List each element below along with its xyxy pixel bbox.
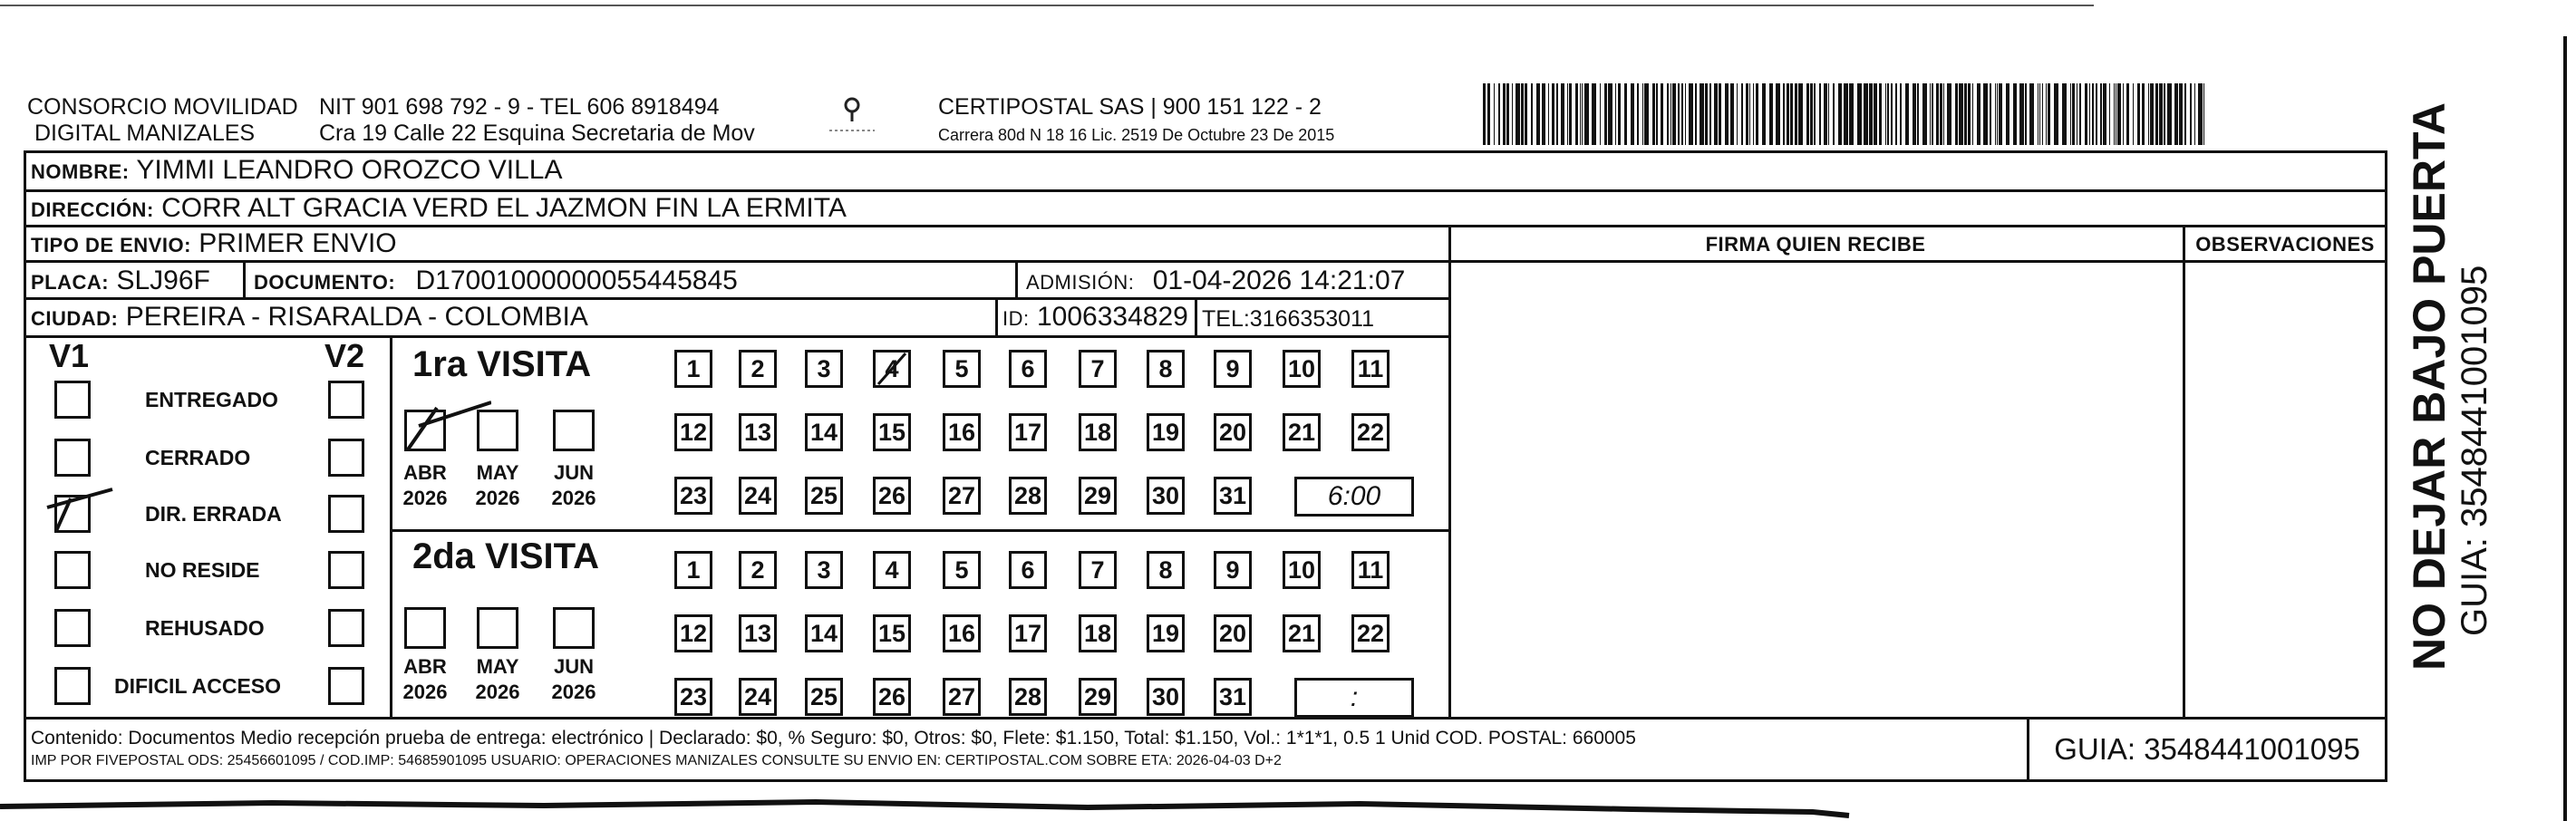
side-warning: NO DEJAR BAJO PUERTA: [2404, 102, 2455, 671]
day-checkbox[interactable]: 21: [1283, 614, 1321, 652]
check-mark-icon: [873, 350, 911, 388]
courier-info: [938, 94, 1334, 149]
month-name: ABR: [403, 655, 447, 678]
status-v2-checkbox[interactable]: [328, 551, 364, 589]
status-v1-checkbox[interactable]: [54, 609, 91, 647]
day-checkbox[interactable]: 26: [873, 678, 911, 716]
month-name: MAY: [476, 461, 519, 484]
ciudad-value: PEREIRA - RISARALDA - COLOMBIA: [125, 302, 588, 332]
footer-line2: IMP POR FIVEPOSTAL ODS: 25456601095 / COD.IMP: 54685901095 USUARIO: OPERACIONES MANIZALES CONSULTE SU ENVIO EN: CERTIPOSTAL.COM SOBRE ETA: 2026-04-03 D+2: [31, 753, 1282, 768]
side-guia: GUIA: 3548441001095: [2455, 265, 2494, 636]
observaciones-header: OBSERVACIONES: [2195, 233, 2375, 256]
day-checkbox[interactable]: 16: [943, 614, 981, 652]
day-checkbox[interactable]: 9: [1214, 350, 1252, 388]
footer-guia: GUIA: 3548441001095: [2054, 732, 2360, 766]
tipo-label: TIPO DE ENVIO:: [31, 234, 191, 256]
status-label: DIFICIL ACCESO: [114, 674, 282, 698]
visit-divider: [390, 529, 1450, 532]
status-label: CERRADO: [145, 446, 251, 469]
tipo-row: [31, 227, 397, 262]
month-year: 2026: [551, 681, 596, 703]
status-v1-checkbox[interactable]: [54, 667, 91, 705]
status-label: NO RESIDE: [145, 558, 260, 582]
status-v1-checkbox[interactable]: [54, 551, 91, 589]
day-checkbox[interactable]: 1: [674, 551, 712, 589]
day-checkbox[interactable]: 3: [805, 350, 843, 388]
day-checkbox[interactable]: 23: [674, 477, 712, 515]
nit-line: NIT 901 698 792 - 9 - TEL 606 8918494: [319, 94, 720, 120]
side-text: [2384, 102, 2538, 671]
day-checkbox[interactable]: 14: [805, 614, 843, 652]
day-checkbox[interactable]: 12: [674, 413, 712, 451]
day-checkbox[interactable]: 2: [739, 350, 777, 388]
day-checkbox[interactable]: 3: [805, 551, 843, 589]
placa-value: SLJ96F: [116, 266, 210, 295]
day-checkbox[interactable]: 23: [674, 678, 712, 716]
footer-content: [31, 728, 1636, 769]
cell-divider: [1195, 297, 1197, 335]
day-checkbox[interactable]: 20: [1214, 614, 1252, 652]
ciudad-cell: [31, 301, 588, 335]
month-label: [542, 654, 605, 705]
month-name: JUN: [553, 461, 594, 484]
month-checkbox[interactable]: [553, 607, 595, 649]
day-checkbox[interactable]: 19: [1147, 413, 1185, 451]
day-checkbox[interactable]: 31: [1214, 477, 1252, 515]
footer-line: [24, 717, 2387, 720]
day-checkbox[interactable]: 24: [739, 678, 777, 716]
day-checkbox[interactable]: 21: [1283, 413, 1321, 451]
status-label: REHUSADO: [145, 616, 265, 640]
day-checkbox[interactable]: 17: [1009, 614, 1047, 652]
placa-cell: [31, 265, 210, 299]
barcode: [1483, 83, 2208, 145]
day-checkbox[interactable]: 5: [943, 551, 981, 589]
cell-divider: [1015, 260, 1018, 297]
month-checkbox[interactable]: [553, 410, 595, 451]
status-v2-checkbox[interactable]: [328, 381, 364, 419]
id-cell: [1002, 301, 1188, 335]
day-checkbox[interactable]: 4: [873, 551, 911, 589]
day-checkbox[interactable]: 17: [1009, 413, 1047, 451]
day-checkbox[interactable]: 26: [873, 477, 911, 515]
day-checkbox[interactable]: 12: [674, 614, 712, 652]
status-v1-checkbox[interactable]: [54, 381, 91, 419]
company-contact: [319, 94, 755, 147]
bottom-tear-edge: [0, 794, 1858, 821]
day-checkbox[interactable]: 11: [1351, 551, 1390, 589]
day-checkbox[interactable]: 25: [805, 678, 843, 716]
day-checkbox[interactable]: 5: [943, 350, 981, 388]
company-line1: CONSORCIO MOVILIDAD: [27, 94, 298, 120]
placa-label: PLACA:: [31, 271, 110, 294]
tel-value: 3166353011: [1249, 306, 1374, 332]
day-checkbox[interactable]: 9: [1214, 551, 1252, 589]
day-checkbox[interactable]: 14: [805, 413, 843, 451]
documento-cell: [254, 265, 738, 299]
address-line: Cra 19 Calle 22 Esquina Secretaria de Mov: [319, 121, 755, 146]
month-year: 2026: [402, 681, 448, 703]
firma-column-divider: [1448, 225, 1451, 717]
status-v2-checkbox[interactable]: [328, 609, 364, 647]
tipo-value: PRIMER ENVIO: [199, 228, 397, 258]
day-checkbox[interactable]: 13: [739, 413, 777, 451]
v2-header: V2: [324, 337, 365, 374]
day-checkbox[interactable]: 18: [1079, 614, 1117, 652]
month-label: [393, 654, 457, 705]
right-edge: [2563, 36, 2567, 821]
month-year: 2026: [475, 487, 520, 509]
day-checkbox[interactable]: 13: [739, 614, 777, 652]
direccion-value: CORR ALT GRACIA VERD EL JAZMON FIN LA ERMITA: [161, 193, 847, 223]
month-label: [393, 460, 457, 511]
day-checkbox[interactable]: 7: [1079, 350, 1117, 388]
day-checkbox[interactable]: 18: [1079, 413, 1117, 451]
nombre-row: [31, 154, 563, 188]
day-checkbox[interactable]: 2: [739, 551, 777, 589]
nombre-label: NOMBRE:: [31, 160, 130, 183]
month-year: 2026: [475, 681, 520, 703]
day-checkbox[interactable]: 27: [943, 678, 981, 716]
day-checkbox[interactable]: 22: [1351, 413, 1390, 451]
month-name: ABR: [403, 461, 447, 484]
id-value: 1006334829: [1036, 302, 1188, 332]
day-checkbox[interactable]: 30: [1147, 477, 1185, 515]
day-checkbox[interactable]: 22: [1351, 614, 1390, 652]
ciudad-label: CIUDAD:: [31, 307, 119, 330]
time-field[interactable]: 6:00: [1294, 477, 1414, 517]
status-v2-checkbox[interactable]: [328, 667, 364, 705]
status-v1-checkbox[interactable]: [54, 439, 91, 477]
row-line: [24, 335, 1451, 338]
day-checkbox[interactable]: 31: [1214, 678, 1252, 716]
day-checkbox[interactable]: 27: [943, 477, 981, 515]
day-checkbox[interactable]: 28: [1009, 678, 1047, 716]
company-line2: DIGITAL MANIZALES: [34, 121, 256, 146]
day-checkbox[interactable]: 15: [873, 614, 911, 652]
cell-divider: [243, 260, 246, 297]
status-v2-checkbox[interactable]: [328, 439, 364, 477]
courier-logo: [820, 94, 884, 140]
second-visit-title: 2da VISITA: [412, 536, 599, 576]
month-name: MAY: [476, 655, 519, 678]
nombre-value: YIMMI LEANDRO OROZCO VILLA: [136, 155, 563, 185]
admision-label: ADMISIÓN:: [1026, 271, 1135, 294]
direccion-row: [31, 192, 847, 227]
time-field[interactable]: :: [1294, 678, 1414, 718]
direccion-label: DIRECCIÓN:: [31, 198, 154, 221]
status-label: ENTREGADO: [145, 388, 278, 411]
company-name: [27, 94, 298, 147]
day-checkbox[interactable]: 1: [674, 350, 712, 388]
column-header-line: [1448, 260, 2387, 263]
status-panel-divider: [390, 335, 392, 717]
day-checkbox[interactable]: 29: [1079, 678, 1117, 716]
day-checkbox[interactable]: 20: [1214, 413, 1252, 451]
day-checkbox[interactable]: 30: [1147, 678, 1185, 716]
courier-line1: CERTIPOSTAL SAS | 900 151 122 - 2: [938, 94, 1322, 120]
firma-header: FIRMA QUIEN RECIBE: [1705, 233, 1926, 256]
top-rule: [0, 5, 2094, 6]
month-checkbox[interactable]: [404, 607, 446, 649]
day-checkbox[interactable]: 25: [805, 477, 843, 515]
day-checkbox[interactable]: 4: [873, 350, 911, 388]
day-checkbox[interactable]: 11: [1351, 350, 1390, 388]
day-checkbox[interactable]: 8: [1147, 551, 1185, 589]
day-checkbox[interactable]: 8: [1147, 350, 1185, 388]
day-checkbox[interactable]: 29: [1079, 477, 1117, 515]
tel-label: TEL:: [1202, 306, 1250, 332]
day-checkbox[interactable]: 10: [1283, 551, 1321, 589]
month-year: 2026: [551, 487, 596, 509]
month-label: [466, 654, 529, 705]
v1-header: V1: [49, 337, 90, 374]
first-visit-title: 1ra VISITA: [412, 344, 592, 384]
day-checkbox[interactable]: 6: [1009, 350, 1047, 388]
month-checkbox[interactable]: [477, 607, 518, 649]
documento-label: DOCUMENTO:: [254, 271, 396, 294]
day-checkbox[interactable]: 10: [1283, 350, 1321, 388]
month-label: [466, 460, 529, 511]
cell-divider: [995, 297, 998, 335]
check-mark-icon: [44, 480, 116, 535]
day-checkbox[interactable]: 28: [1009, 477, 1047, 515]
day-checkbox[interactable]: 7: [1079, 551, 1117, 589]
day-checkbox[interactable]: 19: [1147, 614, 1185, 652]
day-checkbox[interactable]: 15: [873, 413, 911, 451]
id-label: ID:: [1002, 307, 1030, 330]
status-label: DIR. ERRADA: [145, 502, 282, 526]
observaciones-column-divider: [2183, 225, 2185, 717]
admision-value: 01-04-2026 14:21:07: [1152, 266, 1406, 295]
day-checkbox[interactable]: 6: [1009, 551, 1047, 589]
day-checkbox[interactable]: 24: [739, 477, 777, 515]
month-name: JUN: [553, 655, 594, 678]
day-checkbox[interactable]: 16: [943, 413, 981, 451]
courier-line2: Carrera 80d N 18 16 Lic. 2519 De Octubre 23 De 2015: [938, 126, 1335, 144]
month-checkbox[interactable]: [477, 410, 518, 451]
documento-value: D17001000000055445845: [415, 266, 738, 295]
month-year: 2026: [402, 487, 448, 509]
admision-cell: [1026, 265, 1405, 299]
footer-line1: Contenido: Documentos Medio recepción prueba de entrega: electrónico | Declarado: $0, % Seguro: $0, Otros: $0, Flete: $1.150, Total: $1.150, Vol.: 1*1*1, 0.5 1 Unid COD. POSTAL: 660005: [31, 728, 1636, 749]
tel-cell: [1202, 303, 1374, 335]
month-label: [542, 460, 605, 511]
status-v2-checkbox[interactable]: [328, 495, 364, 533]
